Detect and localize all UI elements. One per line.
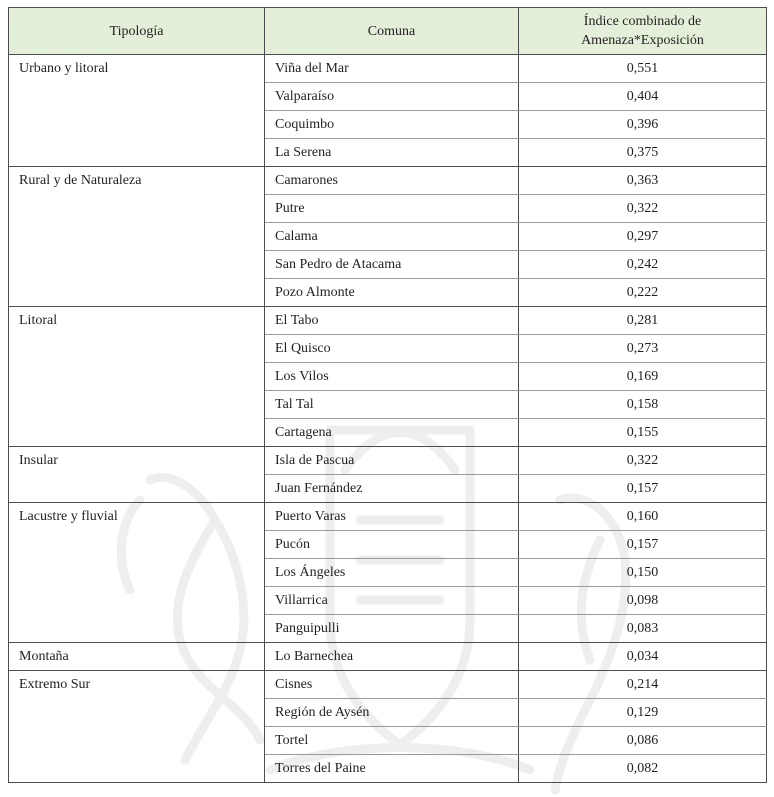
comuna-cell: Viña del Mar xyxy=(265,55,519,83)
table-row xyxy=(9,671,767,699)
tipologia-cell: Litoral xyxy=(9,307,265,447)
indice-value-cell: 0,363 xyxy=(519,167,767,195)
comuna-cell: Juan Fernández xyxy=(265,475,519,503)
table-row xyxy=(9,503,767,531)
indice-value-cell: 0,155 xyxy=(519,419,767,447)
indice-value-cell: 0,082 xyxy=(519,755,767,783)
comuna-cell: El Tabo xyxy=(265,307,519,335)
indice-value-cell: 0,157 xyxy=(519,475,767,503)
comuna-cell: Isla de Pascua xyxy=(265,447,519,475)
header-comuna: Comuna xyxy=(265,8,519,55)
indice-value-cell: 0,086 xyxy=(519,727,767,755)
comuna-cell: Región de Aysén xyxy=(265,699,519,727)
comuna-cell: Calama xyxy=(265,223,519,251)
comuna-cell: Los Ángeles xyxy=(265,559,519,587)
comuna-cell: Tal Tal xyxy=(265,391,519,419)
comuna-cell: Puerto Varas xyxy=(265,503,519,531)
table-body xyxy=(9,55,767,783)
header-tipologia: Tipología xyxy=(9,8,265,55)
comuna-cell: El Quisco xyxy=(265,335,519,363)
comuna-cell: Pucón xyxy=(265,531,519,559)
comuna-cell: Valparaíso xyxy=(265,83,519,111)
comuna-cell: Villarrica xyxy=(265,587,519,615)
indice-value-cell: 0,150 xyxy=(519,559,767,587)
tipologia-cell: Extremo Sur xyxy=(9,671,265,783)
tipologia-cell: Lacustre y fluvial xyxy=(9,503,265,643)
comuna-cell: Los Vilos xyxy=(265,363,519,391)
table-row xyxy=(9,55,767,83)
comuna-cell: Coquimbo xyxy=(265,111,519,139)
indice-value-cell: 0,281 xyxy=(519,307,767,335)
header-row xyxy=(9,8,767,55)
table-row xyxy=(9,167,767,195)
indice-value-cell: 0,160 xyxy=(519,503,767,531)
header-indice-line2: Amenaza*Exposición xyxy=(581,33,704,48)
indice-value-cell: 0,242 xyxy=(519,251,767,279)
indice-value-cell: 0,129 xyxy=(519,699,767,727)
comuna-cell: Tortel xyxy=(265,727,519,755)
tipologia-cell: Urbano y litoral xyxy=(9,55,265,167)
indice-value-cell: 0,169 xyxy=(519,363,767,391)
indice-value-cell: 0,158 xyxy=(519,391,767,419)
indice-value-cell: 0,404 xyxy=(519,83,767,111)
comuna-cell: Lo Barnechea xyxy=(265,643,519,671)
table-row xyxy=(9,307,767,335)
comuna-cell: San Pedro de Atacama xyxy=(265,251,519,279)
comuna-cell: Torres del Paine xyxy=(265,755,519,783)
indice-value-cell: 0,034 xyxy=(519,643,767,671)
indice-value-cell: 0,083 xyxy=(519,615,767,643)
comuna-cell: Cisnes xyxy=(265,671,519,699)
indice-value-cell: 0,157 xyxy=(519,531,767,559)
risk-index-table xyxy=(8,7,767,783)
indice-value-cell: 0,098 xyxy=(519,587,767,615)
comuna-cell: La Serena xyxy=(265,139,519,167)
indice-value-cell: 0,222 xyxy=(519,279,767,307)
comuna-cell: Putre xyxy=(265,195,519,223)
indice-value-cell: 0,396 xyxy=(519,111,767,139)
indice-value-cell: 0,551 xyxy=(519,55,767,83)
tipologia-cell: Montaña xyxy=(9,643,265,671)
indice-value-cell: 0,214 xyxy=(519,671,767,699)
comuna-cell: Cartagena xyxy=(265,419,519,447)
indice-value-cell: 0,322 xyxy=(519,195,767,223)
indice-value-cell: 0,322 xyxy=(519,447,767,475)
table-row xyxy=(9,643,767,671)
comuna-cell: Camarones xyxy=(265,167,519,195)
header-indice-line1: Índice combinado de xyxy=(583,14,702,29)
comuna-cell: Pozo Almonte xyxy=(265,279,519,307)
comuna-cell: Panguipulli xyxy=(265,615,519,643)
tipologia-cell: Insular xyxy=(9,447,265,503)
indice-value-cell: 0,273 xyxy=(519,335,767,363)
header-indice xyxy=(519,8,767,55)
indice-value-cell: 0,297 xyxy=(519,223,767,251)
table-row xyxy=(9,447,767,475)
indice-value-cell: 0,375 xyxy=(519,139,767,167)
tipologia-cell: Rural y de Naturaleza xyxy=(9,167,265,307)
